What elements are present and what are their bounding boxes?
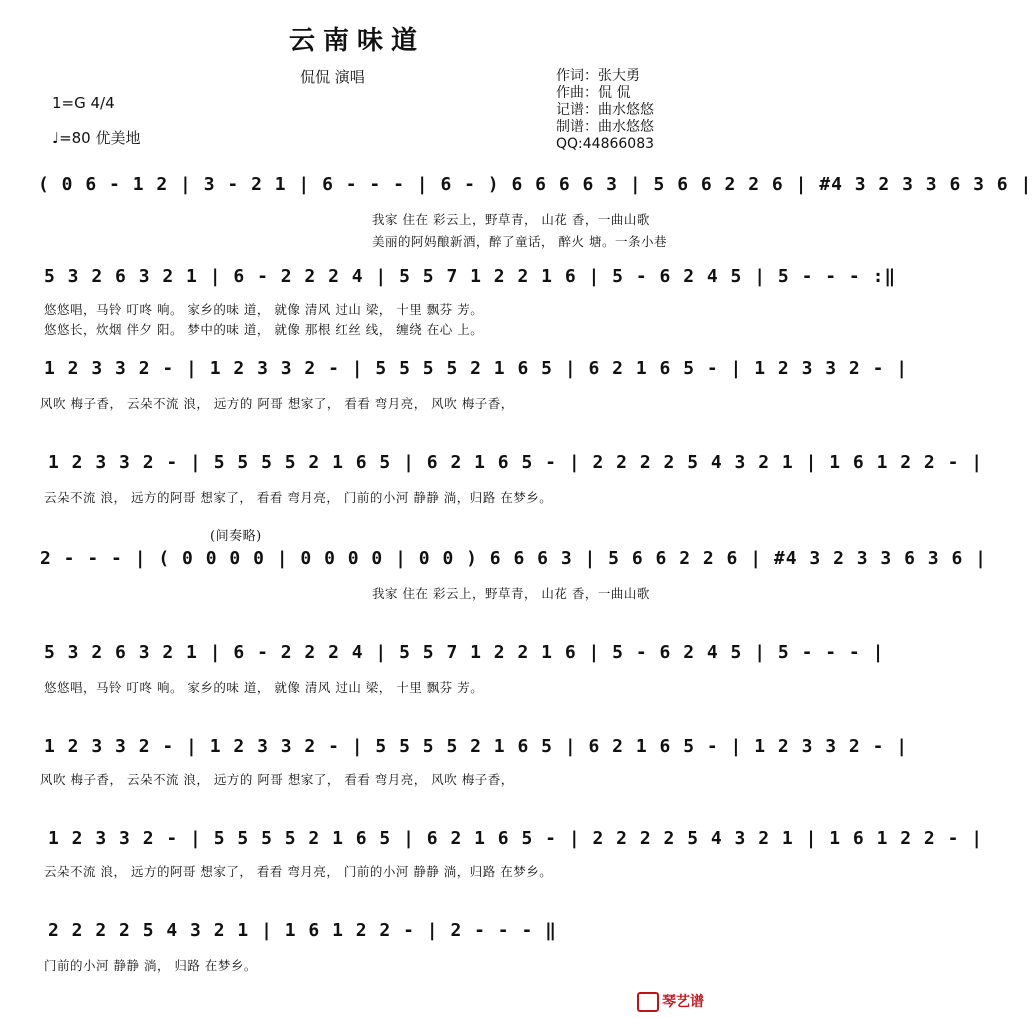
lyric-line-1b: 美丽的阿妈酿新酒，醉了童话， 醉火 塘。一条小巷 <box>372 234 667 249</box>
lyric-line-9: 门前的小河 静静 淌， 归路 在梦乡。 <box>44 958 257 973</box>
key-signature: 1=G 4/4 <box>52 94 115 112</box>
interlude-note: (间奏略) <box>210 529 262 544</box>
notation-line-3: 1 2 3 3 2 - | 1 2 3 3 2 - | 5 5 5 5 2 1 6 5 | 6 2 1 6 5 - | 1 2 3 3 2 - | <box>44 358 909 379</box>
notation-line-5: 2 - - - | ( 0 0 0 0 | 0 0 0 0 | 0 0 ) 6 6 6 3 | 5 6 6 2 2 6 | #4 3 2 3 3 6 3 6 | <box>40 548 987 569</box>
notation-line-2: 5 3 2 6 3 2 1 | 6 - 2 2 2 4 | 5 5 7 1 2 2 1 6 | 5 - 6 2 4 5 | 5 - - - :‖ <box>44 266 897 287</box>
performer-label: 侃侃 演唱 <box>300 68 365 86</box>
tempo-marking: ♩=80 优美地 <box>52 129 141 147</box>
notation-line-8: 1 2 3 3 2 - | 5 5 5 5 2 1 6 5 | 6 2 1 6 5 - | 2 2 2 2 5 4 3 2 1 | 1 6 1 2 2 - | <box>48 828 984 849</box>
watermark-logo <box>637 991 704 1012</box>
lyric-line-1a: 我家 住在 彩云上，野草青， 山花 香，一曲山歌 <box>372 212 650 227</box>
song-title: 云南味道 <box>288 26 425 56</box>
lyric-line-2b: 悠悠长，炊烟 伴夕 阳。 梦中的味 道， 就像 那根 红丝 线， 缠绕 在心 上。 <box>44 322 484 337</box>
credit-composer: 作曲：侃 侃 <box>556 85 631 101</box>
lyric-line-5: 我家 住在 彩云上，野草青， 山花 香，一曲山歌 <box>372 586 650 601</box>
lyric-line-8: 云朵不流 浪， 远方的阿哥 想家了， 看看 弯月亮， 门前的小河 静静 淌，归路 在梦乡。 <box>44 864 553 879</box>
credit-transcriber: 记谱：曲水悠悠 <box>556 102 654 118</box>
lyric-line-3: 风吹 梅子香， 云朵不流 浪， 远方的 阿哥 想家了， 看看 弯月亮， 风吹 梅子香， <box>40 396 514 411</box>
lyric-line-2a: 悠悠唱，马铃 叮咚 响。 家乡的味 道， 就像 清风 过山 梁， 十里 飘芬 芳。 <box>44 302 484 317</box>
lyric-line-4: 云朵不流 浪， 远方的阿哥 想家了， 看看 弯月亮， 门前的小河 静静 淌，归路 在梦乡。 <box>44 490 553 505</box>
lyric-line-7: 风吹 梅子香， 云朵不流 浪， 远方的 阿哥 想家了， 看看 弯月亮， 风吹 梅子香， <box>40 772 514 787</box>
notation-line-1: ( 0 6 - 1 2 | 3 - 2 1 | 6 - - - | 6 - ) 6 6 6 6 3 | 5 6 6 2 2 6 | #4 3 2 3 3 6 3 6 | <box>38 174 1032 195</box>
notation-line-4: 1 2 3 3 2 - | 5 5 5 5 2 1 6 5 | 6 2 1 6 5 - | 2 2 2 2 5 4 3 2 1 | 1 6 1 2 2 - | <box>48 452 984 473</box>
credits-block <box>556 68 654 153</box>
credit-qq: QQ:44866083 <box>556 136 655 152</box>
notation-line-7: 1 2 3 3 2 - | 1 2 3 3 2 - | 5 5 5 5 2 1 6 5 | 6 2 1 6 5 - | 1 2 3 3 2 - | <box>44 736 909 757</box>
credit-lyricist: 作词：张大勇 <box>556 68 640 84</box>
lyric-line-6: 悠悠唱，马铃 叮咚 响。 家乡的味 道， 就像 清风 过山 梁， 十里 飘芬 芳。 <box>44 680 484 695</box>
notation-line-6: 5 3 2 6 3 2 1 | 6 - 2 2 2 4 | 5 5 7 1 2 2 1 6 | 5 - 6 2 4 5 | 5 - - - | <box>44 642 885 663</box>
notation-line-9: 2 2 2 2 5 4 3 2 1 | 1 6 1 2 2 - | 2 - - - ‖ <box>48 920 557 941</box>
watermark-text: 琴艺谱 <box>662 994 704 1010</box>
credit-engraver: 制谱：曲水悠悠 <box>556 119 654 135</box>
logo-icon <box>637 992 659 1012</box>
